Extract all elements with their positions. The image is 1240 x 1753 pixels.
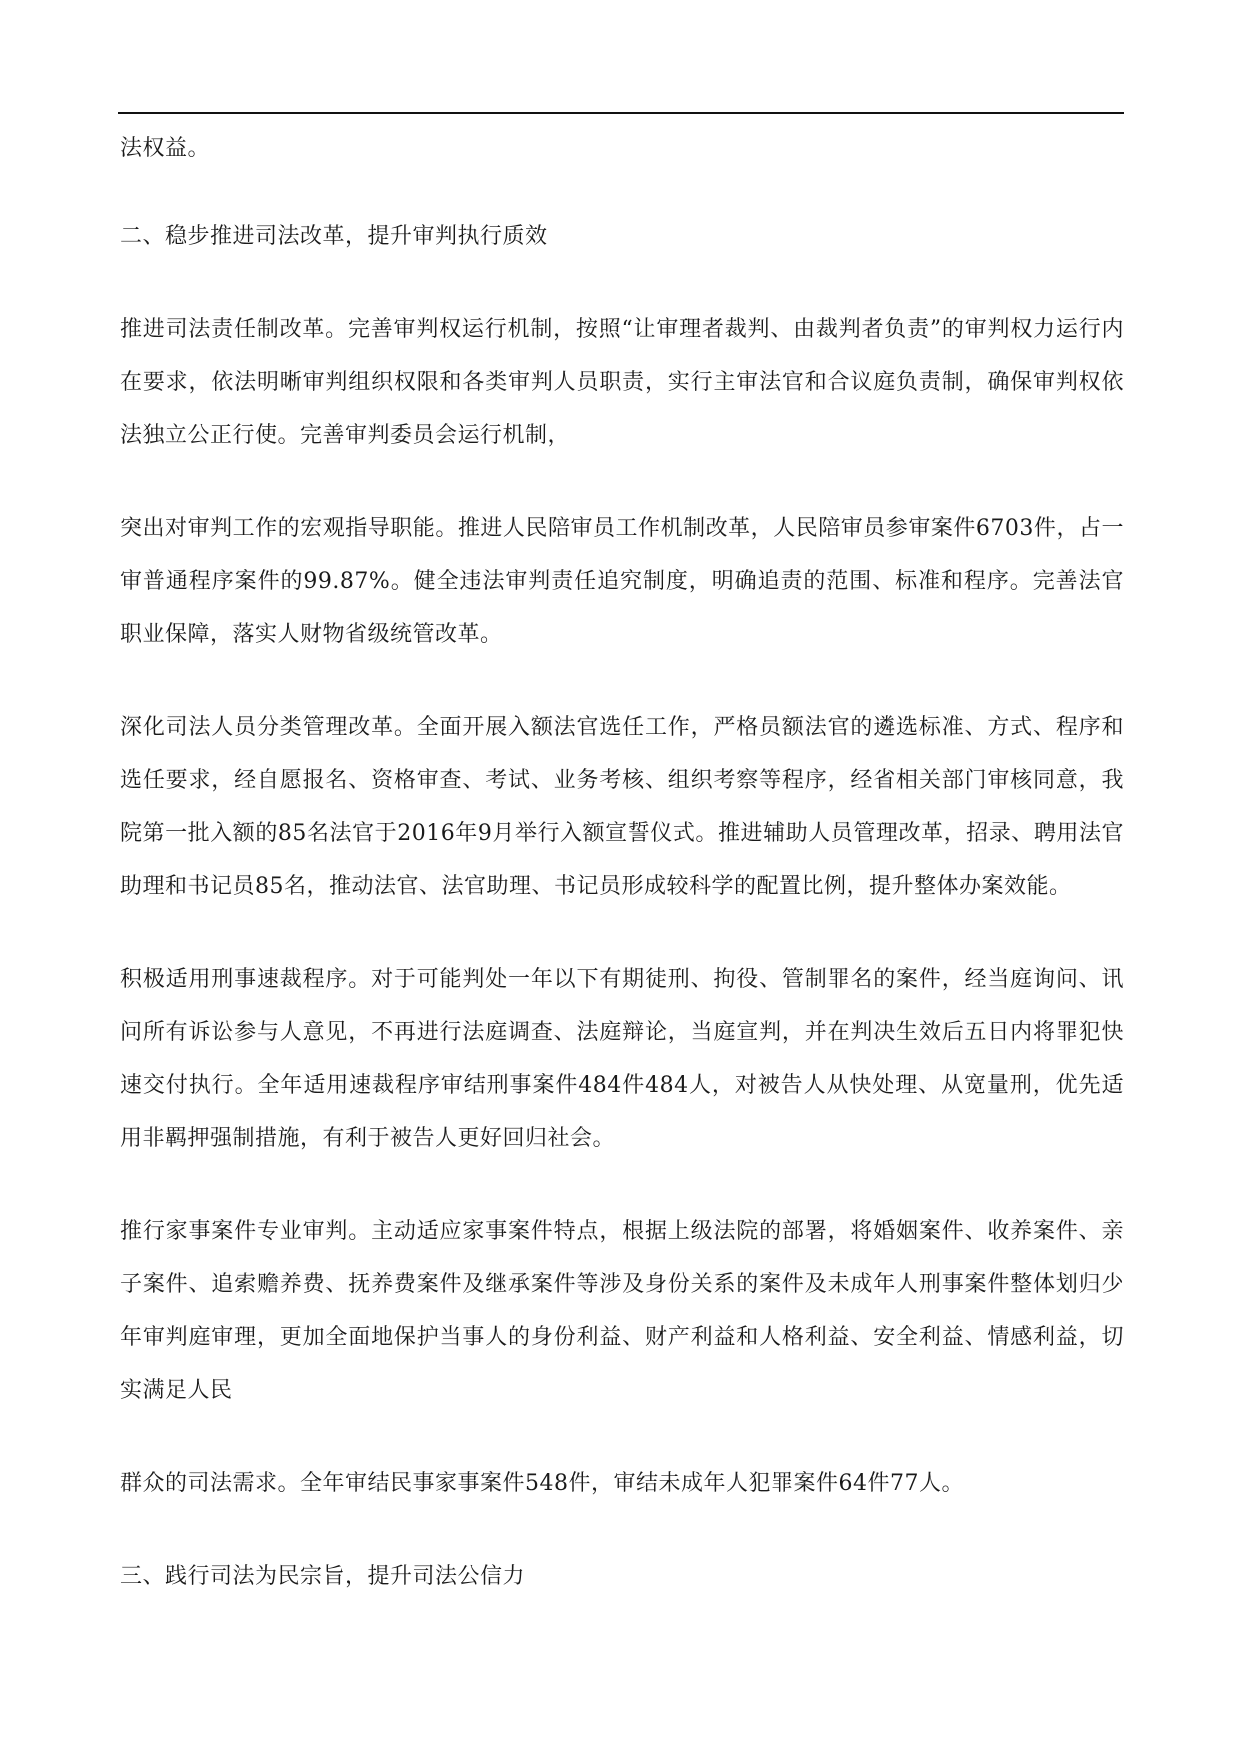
paragraph-spacer xyxy=(120,263,1124,303)
paragraph-personnel-reform: 深化司法人员分类管理改革。全面开展入额法官选任工作，严格员额法官的遴选标准、方式、程序和选任要求，经自愿报名、资格审查、考试、业务考核、组织考察等程序，经省相关部门审核同意，我院第一批入额的85名法官于2016年9月举行入额宣誓仪式。推进辅助人员管理改革，招录、聘用法官助理和书记员85名，推动法官、法官助理、书记员形成较科学的配置比例，提升整体办案效能。 xyxy=(120,715,1124,899)
paragraph-family-case-stats: 群众的司法需求。全年审结民事家事案件548件，审结未成年人犯罪案件64件77人。 xyxy=(120,1471,964,1496)
paragraph-family-cases: 推行家事案件专业审判。主动适应家事案件特点，根据上级法院的部署，将婚姻案件、收养案件、亲子案件、追索赡养费、抚养费案件及继承案件等涉及身份关系的案件及未成年人刑事案件整体划归少年审判庭审理，更加全面地保护当事人的身份利益、财产利益和人格利益、安全利益、情感利益，切实满足人民 xyxy=(120,1219,1124,1403)
section-heading-2: 二、稳步推进司法改革，提升审判执行质效 xyxy=(120,224,548,249)
header-rule xyxy=(118,112,1124,114)
paragraph-trial-guidance: 突出对审判工作的宏观指导职能。推进人民陪审员工作机制改革，人民陪审员参审案件6703件，占一审普通程序案件的99.87%。健全违法审判责任追究制度，明确追责的范围、标准和程序。完善法官职业保障，落实人财物省级统管改革。 xyxy=(120,516,1124,647)
paragraph-spacer xyxy=(120,661,1124,701)
paragraph-spacer xyxy=(120,913,1124,953)
document-body xyxy=(120,122,1124,1603)
paragraph-spacer xyxy=(120,1417,1124,1457)
paragraph-continuation: 法权益。 xyxy=(120,136,211,161)
paragraph-spacer xyxy=(120,1165,1124,1205)
paragraph-spacer xyxy=(120,175,1124,210)
paragraph-spacer xyxy=(120,462,1124,502)
paragraph-spacer xyxy=(120,1510,1124,1550)
paragraph-judicial-responsibility: 推进司法责任制改革。完善审判权运行机制，按照“让审理者裁判、由裁判者负责”的审判权力运行内在要求，依法明晰审判组织权限和各类审判人员职责，实行主审法官和合议庭负责制，确保审判权依法独立公正行使。完善审判委员会运行机制， xyxy=(120,317,1124,448)
paragraph-fast-track-procedure: 积极适用刑事速裁程序。对于可能判处一年以下有期徒刑、拘役、管制罪名的案件，经当庭询问、讯问所有诉讼参与人意见，不再进行法庭调查、法庭辩论，当庭宣判，并在判决生效后五日内将罪犯快速交付执行。全年适用速裁程序审结刑事案件484件484人，对被告人从快处理、从宽量刑，优先适用非羁押强制措施，有利于被告人更好回归社会。 xyxy=(120,967,1124,1151)
section-heading-3: 三、践行司法为民宗旨，提升司法公信力 xyxy=(120,1564,526,1589)
